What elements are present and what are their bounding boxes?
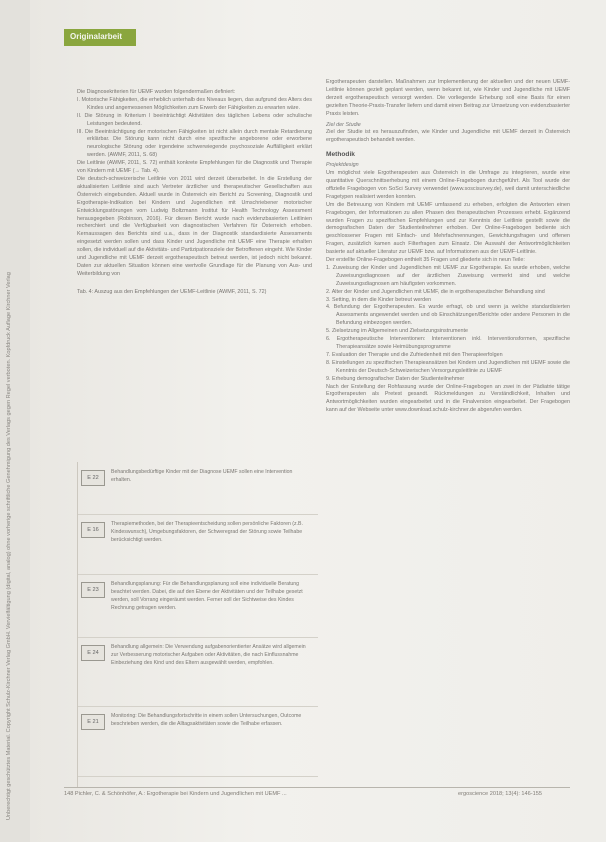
recommendation-text: Behandlung allgemein: Die Verwendung aufgabenorientierter Ansätze wird allgemein zur Verbesserung motorischer Aufgaben oder Aktivitäten, die nach Einflussnahme Einbeziehung des Kind und des Eltern ausgewählt werden, empfohlen. [111,644,306,666]
right-column-paragraph: Ziel der Studie ist es herauszufinden, wie Kinder und Jugendliche mit UEMF derzeit in Österreich ergotherapeutisch behandelt werden. [326,129,570,144]
left-column-paragraph: Die deutsch-schweizerische Leitlinie von 2011 wird derzeit überarbeitet. In die Erstellung der aktualisierten Leitlinie sind auch Vertreter ärztlicher und therapeutischer Gesellschaften aus Österreich eingebunden. Aktuell wurde in Österreich ein Bericht zu Screening, Diagnostik und Ergotherapie-Indikation bei Kindern und Jugendlichen mit Umschriebener motorischer Entwicklungsstörungen vom Ludwig Boltzmann Institut für Health Technology Assessment herausgegeben (Robinson, 2016). Für diesen Bericht wurde nach evidenzbasierten Leitlinien recherchiert und die Verfügbarkeit von diagnostischen Verfahren für Österreich erhoben. Kernaussagen des Berichts sind u.a., dass in der Diagnostik standardisierte Assessments eingesetzt werden sollen und dass Kinder und Jugendliche mit UEMF eine Therapie erhalten sollen, die individuell auf die Aktivitäts- und Partizipationsziele der Betroffenen eingeht. Wie Kinder und Jugendliche mit UEMF derzeit ergotherapeutisch betreut werden, ist jedoch nicht bekannt. Daten zur aktuellen Situation können eine wertvolle Grundlage für die Planung von Aus- und Weiterbildung von [77,175,312,277]
right-column-paragraph: Um die Betreuung von Kindern mit UEMF umfassend zu erheben, erfolgten die Antworten einen Fragebogen, der Informationen zu allen Phasen des therapeutischen Prozesses erhebt. Ergänzend wurden Fragen zu spezifischen Empfehlungen und zur Kenntnis der Leitlinie gestellt sowie die demografischen Daten der Studienteilnehmer erhoben. Der Online-Fragebogen bediente sich geschlossener Fragen mit Einfach- und Mehrfachnennungen, Gewichtungsfragen und offenen Fragen, zusätzlich kamen auch Filterfragen zum Einsatz. Die Auswahl der Antwortmöglichkeiten basierte auf aktueller Literatur zur UEMF bzw. auf Informationen aus der UEMF-Leitlinie. [326,201,570,256]
left-column-paragraph: Die Diagnosekriterien für UEMF wurden folgendermaßen definiert: [77,89,236,95]
right-column-paragraph: 8. Einstellungen zu spezifischen Therapieansätzen bei Kindern und Jugendlichen mit UEMF sowie die Kenntnis der Deutsch-Schweizerischen Versorgungsleitlinie zu UEMF [326,359,570,374]
table-row [78,574,318,638]
right-column-paragraph: 1. Zuweisung der Kinder und Jugendlichen mit UEMF zur Ergotherapie. Es wurde erhoben, welche Zuweisungsdiagnosen auf der ärztlichen Zuweisung vermerkt sind und welche Zuweisungsdiagnosen am häufigsten vorkommen. [326,264,570,287]
right-column-paragraph: 2. Alter der Kinder und Jugendlichen mit UEMF, die in ergotherapeutischer Behandlung sind [326,288,545,295]
right-column-paragraph: Der erstellte Online-Fragebogen enthielt 35 Fragen und gliederte sich in neun Teile: [326,257,525,264]
footer-divider [64,787,570,788]
right-column-paragraph: 4. Befundung der Ergotherapeuten. Es wurde erfragt, ob und wenn ja welche standardisierten Assessments angewendet werden und ob Einschätzungen/Berichte oder andere Personen in die Befundung einbezogen werden. [326,304,570,327]
right-column-paragraph: 7. Evaluation der Therapie und die Zufriedenheit mit den Therapieerfolgen [326,351,503,358]
left-column [77,89,312,297]
recommendations-table [77,462,318,788]
right-column-paragraph: 5. Zielsetzung im Allgemeinen und Zielsetzungsinstrumente [326,328,469,335]
right-column-paragraph: 6. Ergotherapeutische Interventionen: Interventionen inkl. Interventionsformen, spezifische Therapieansätze sowie Heimübungsprogramme [326,336,570,350]
section-header-label: Originalarbeit [70,32,123,41]
right-column [326,79,570,415]
table-row [78,706,318,777]
left-column-paragraph: II. Die Störung in Kriterium I beeinträchtigt Aktivitäten des täglichen Lebens oder schulische Leistungen bedeutend. [77,112,312,127]
recommendation-code: E 21 [81,714,105,730]
right-column-paragraph: Ziel der Studie [326,121,361,128]
right-column-paragraph: 3. Setting, in dem die Kinder betreut werden [326,296,432,303]
right-column-paragraph: Ergotherapeuten darstellen. Maßnahmen zur Implementierung der aktuellen und der neuen UEMF-Leitlinie können gezielt geplant werden, wenn bekannt ist, wie Kinder und Jugendliche mit UEMF derzeit ergotherapeutisch versorgt werden. Die vorliegende Erhebung soll eine Basis für einen gezielten Theorie-Praxis-Transfer liefern und damit einen Beitrag zur Umsetzung von evidenzbasierter Praxis leisten. [326,79,570,117]
recommendation-text: Behandlungsplanung: Für die Behandlungsplanung soll eine individuelle Beratung beachtet werden. Dabei, die auf den Ebene der Aktivitäten und der Teilhabe gesetzt werden, soll Vorrang eingeräumt werden. Ferner soll der Sichtweise des Kindes Rechnung getragen werden. [111,581,303,611]
footer-citation: 148 Pichler, C. & Schönhöfer, A.: Ergotherapie bei Kindern und Jugendlichen mit UEMF ... [64,791,287,797]
right-column-paragraph: Nach der Erstellung der Rohfassung wurde der Online-Fragebogen an zwei in der Pädiatrie tätige Ergotherapeuten als Pretest gesandt. Rückmeldungen zu Verständlichkeit, Inhalten und Antwortmöglichkeiten wurden eingearbeitet und in die Finalversion eingearbeitet. Der Fragebogen kann auf der Webseite unter www.download.schulz-kirchner.de abgerufen werden. [326,383,570,414]
left-column-paragraph: Tab. 4: Auszug aus den Empfehlungen der UEMF-Leitlinie (AWMF, 2011, S. 72) [77,288,267,295]
right-column-paragraph: Methodik [326,151,355,159]
recommendation-text: Therapiemethoden, bei der Therapieentscheidung sollen persönliche Faktoren (z.B. Kindeswunsch), Umgebungsfaktoren, der Schweregrad der Störung sowie Teilhabe berücksichtigt werden. [111,521,303,543]
right-column-paragraph: Projektdesign [326,162,359,169]
recommendation-code: E 23 [81,582,105,598]
left-column-paragraph: III. Die Beeinträchtigung der motorischen Fähigkeiten ist nicht allein durch mentale Retardierung erklärbar. Die Störung kann nicht durch eine spezifische angeborene oder erworbene neurologische Störung oder irgendeine schwerwiegende psychosoziale Auffälligkeit erklärt werden. (AWMF, 2011, S. 68) [77,128,312,159]
recommendation-code: E 22 [81,470,105,486]
footer-journal-info: ergoscience 2018; 13(4): 146-155 [458,791,542,797]
table-row [78,462,318,515]
recommendation-code: E 16 [81,522,105,538]
recommendation-text: Behandlungsbedürftige Kinder mit der Diagnose UEMF sollen eine Intervention erhalten. [111,469,293,483]
recommendation-text: Monitoring: Die Behandlungsfortschritte in einem sollen Untersuchungen, Outcome beschrieben werden, die die Alltagsaktivitäten sowie die Teilhabe erfassen. [111,713,302,727]
right-column-paragraph: 9. Erhebung demografischer Daten der Studienteilnehmer [326,375,465,382]
right-column-paragraph: Um möglichst viele Ergotherapeuten aus Österreich in die Umfrage zu integrieren, wurde eine quantitative Querschnittserhebung mit einem Online-Fragebogen durchgeführt. Als Tool wurde der offizielle Fragebogen von SoSci Survey verwendet (www.soscisurvey.de), weil damit unterschiedliche Fragetypen realisiert werden konnten. [326,170,570,200]
left-column-paragraph: Die Leitlinie (AWMF, 2011, S. 72) enthält konkrete Empfehlungen für die Diagnostik und Therapie von Kindern mit UEMF (→ Tab. 4). [77,160,312,175]
recommendation-code: E 24 [81,645,105,661]
copyright-side-note: Unberechtigt geschütztes Material. Copyright Schulz-Kirchner Verlag GmbH. Vervielfältigung (digital, analog) ohne vorherige schriftliche Genehmigung des Verlags gegen Regel verboten. Kopfdruck Auflage Kirchner Verlag [6,272,12,820]
table-row [78,637,318,707]
left-column-paragraph: I. Motorische Fähigkeiten, die erheblich unterhalb des Niveaus liegen, das aufgrund des Alters des Kindes und angemessenen Möglichkeiten zum Erwerb der Fähigkeiten zu erwarten wäre. [77,96,312,111]
table-row [78,514,318,575]
